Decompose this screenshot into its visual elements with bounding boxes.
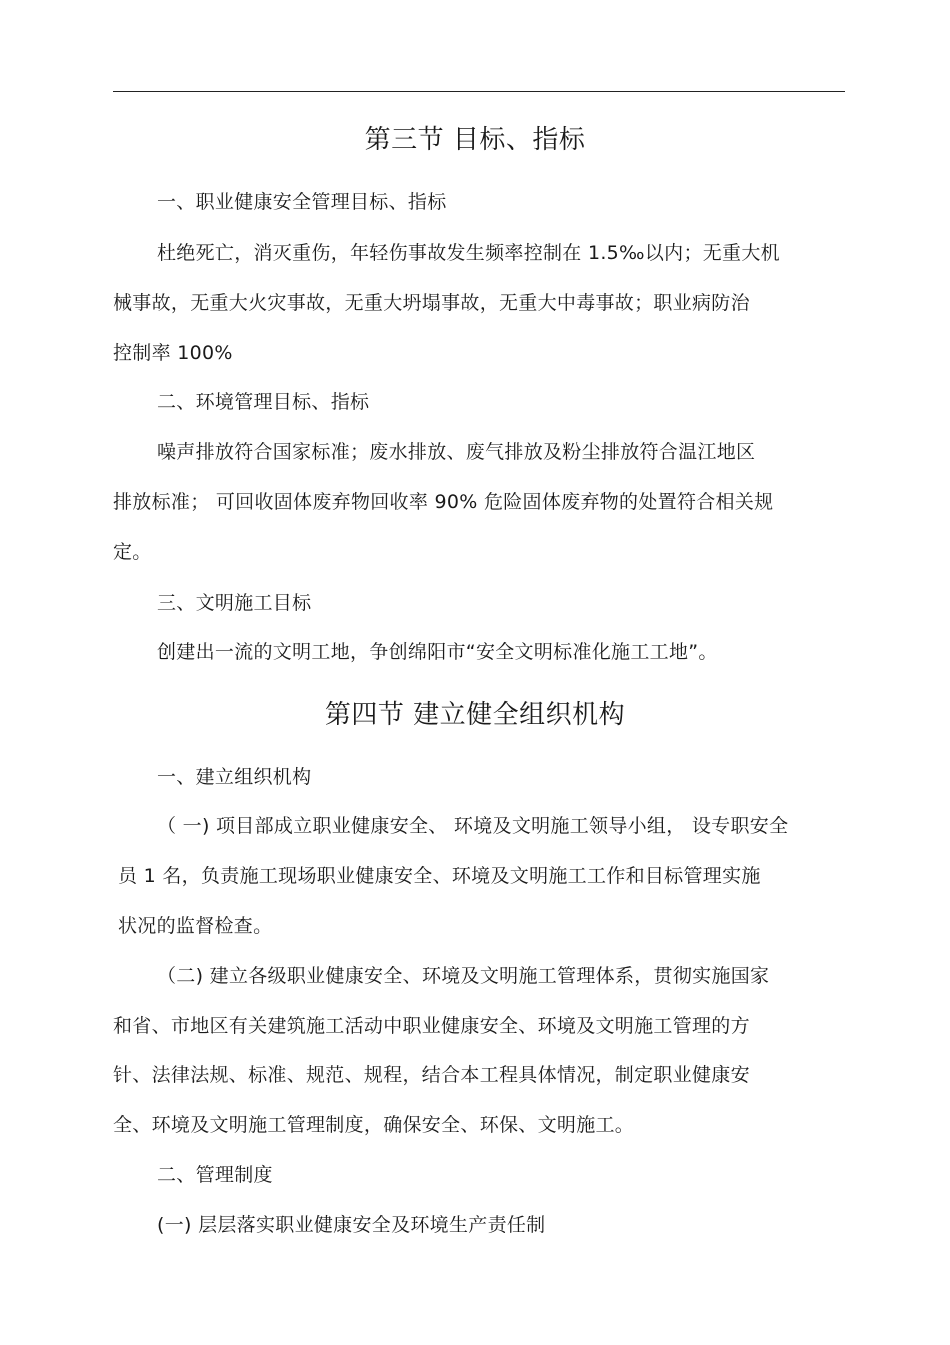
paragraph-line: 噪声排放符合国家标准；废水排放、废气排放及粉尘排放符合温江地区 — [157, 441, 756, 463]
header-rule — [113, 91, 845, 92]
heading-environment-goals: 二、环境管理目标、指标 — [157, 391, 370, 413]
paragraph-line: 针、法律法规、标准、规范、规程，结合本工程具体情况，制定职业健康安 — [113, 1064, 750, 1086]
paragraph-line: (一) 层层落实职业健康安全及环境生产责任制 — [157, 1214, 546, 1236]
heading-organization: 一、建立组织机构 — [157, 766, 312, 788]
paragraph-line: 排放标准； 可回收固体废弃物回收率 90% 危险固体废弃物的处置符合相关规 — [113, 491, 774, 513]
paragraph-line: 杜绝死亡，消灭重伤，年轻伤事故发生频率控制在 1.5‰以内；无重大机 — [157, 242, 780, 264]
heading-civilized-construction: 三、文明施工目标 — [157, 592, 312, 614]
paragraph-line: （ 一) 项目部成立职业健康安全、 环境及文明施工领导小组， 设专职安全 — [157, 815, 789, 837]
paragraph-line: 定。 — [113, 541, 152, 563]
heading-management-system: 二、管理制度 — [157, 1164, 273, 1186]
heading-ohs-goals: 一、职业健康安全管理目标、指标 — [157, 191, 447, 213]
paragraph-line: 控制率 100% — [113, 342, 233, 364]
section-3-title: 第三节 目标、指标 — [364, 125, 586, 155]
paragraph-line: 员 1 名，负责施工现场职业健康安全、环境及文明施工工作和目标管理实施 — [118, 865, 761, 887]
paragraph-line: （二) 建立各级职业健康安全、环境及文明施工管理体系，贯彻实施国家 — [157, 965, 770, 987]
paragraph-line: 和省、市地区有关建筑施工活动中职业健康安全、环境及文明施工管理的方 — [113, 1015, 750, 1037]
section-4-title: 第四节 建立健全组织机构 — [324, 700, 626, 730]
paragraph-line: 全、环境及文明施工管理制度，确保安全、环保、文明施工。 — [113, 1114, 635, 1136]
paragraph-line: 械事故，无重大火灾事故，无重大坍塌事故，无重大中毒事故；职业病防治 — [113, 292, 750, 314]
paragraph-line: 创建出一流的文明工地，争创绵阳市“安全文明标准化施工工地”。 — [157, 641, 718, 663]
paragraph-line: 状况的监督检查。 — [118, 915, 273, 937]
